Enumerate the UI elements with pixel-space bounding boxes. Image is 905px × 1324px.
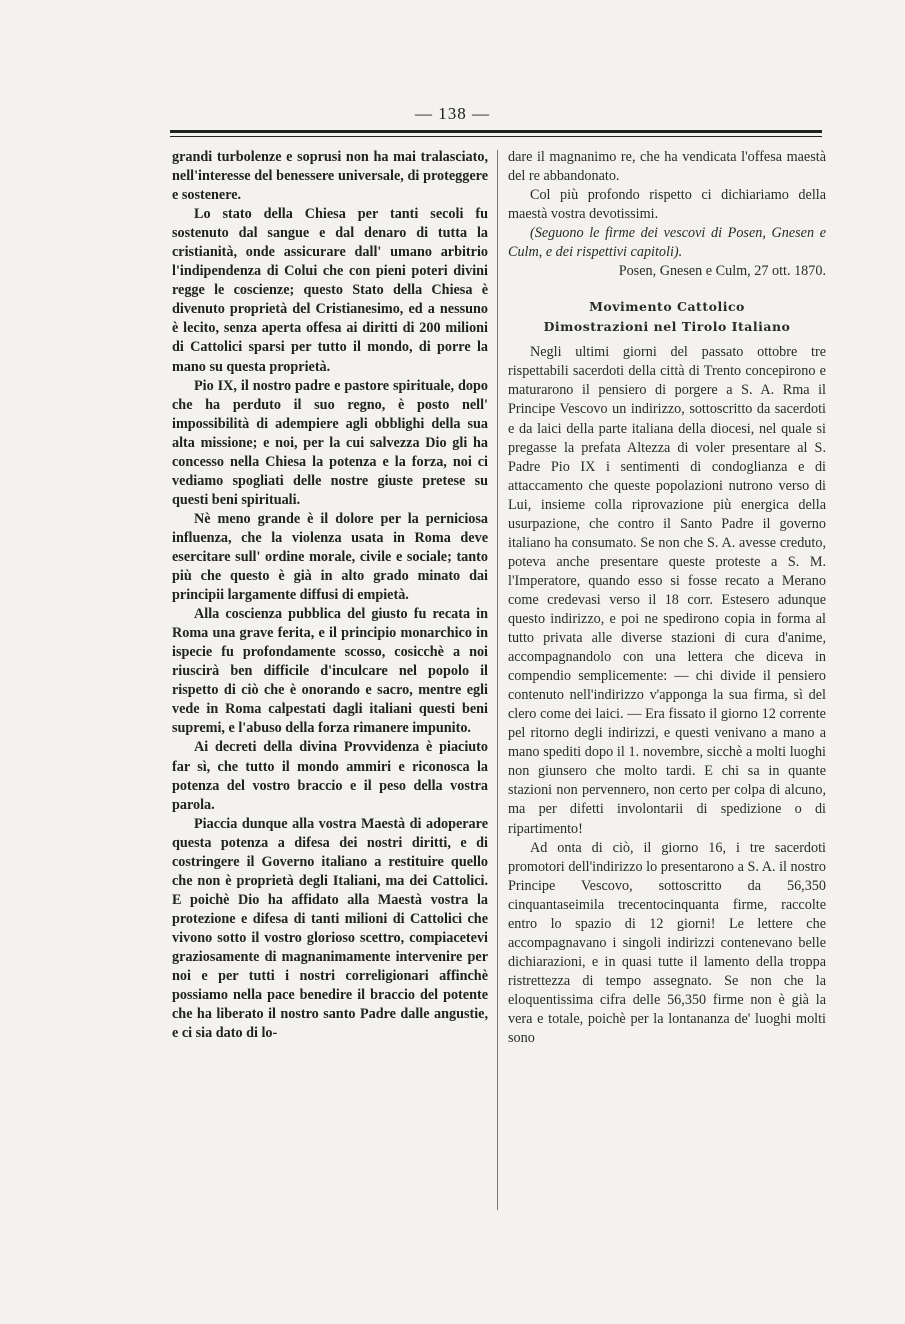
paragraph: Pio IX, il nostro padre e pastore spirituale, dopo che ha perduto il suo regno, è posto nell' impossibilità di adempiere agli obblighi della sua alta missione; e noi, per la cui salvezza Dio gli ha concesso nella Chiesa la potenza e la forza, noi ci vediamo spogliati delle nostre giuste pretese su questi beni spirituali. [172,377,488,508]
paragraph: Negli ultimi giorni del passato ottobre tre rispettabili sacerdoti della città di Trento concepirono e maturarono il pensiero di porgere a S. A. Rma il Principe Vescovo un indirizzo, sottoscritto da sacerdoti e da laici della parte italiana della diocesi, nel quale si pregasse la prefata Altezza di voler presentare al S. Padre Pio IX i sentimenti di condoglianza e di attaccamento che queste popolazioni nutrono verso di Lui, insieme colla riprovazione più energica della usurpazione, che contro il Santo Padre il governo italiano ha consumato. Se non che S. A. avesse creduto, poteva anche presentare queste proteste a S. M. l'Imperatore, quando esso si fosse recato a Merano come credevasi verso il 18 corr. Estesero adunque questo indirizzo, e poi ne spedirono copia in forma al tutto privata alle diverse stazioni di cura d'anime, accompagnandolo con una lettera che diceva in compendio semplicemente: — chi divide il pensiero contenuto nell'indirizzo v'apponga la sua firma, sì del clero come dei laici. — Era fissato il giorno 12 corrente pel ritorno degli indirizzi, e questi venivano a mano a mano spediti dopo il 1. novembre, sicchè a molti luoghi non giunsero che molto tardi. E chi sa in quante stazioni non pervennero, non certo per colpa di alcuno, ma per difetti involontarii di spedizione o di ripartimento! [508,344,826,837]
paragraph: Lo stato della Chiesa per tanti secoli fu sostenuto dal sangue e dal denaro di tutta la cristianità, onde assicurare dall' umano arbitrio l'indipendenza di Colui che con pieni poteri divini regge le coscienze; questo Stato della Chiesa è divenuto proprietà del Cristianesimo, ed a nessuno è lecito, senza aperta offesa ai diritti di 200 milioni di Cattolici sparsi per tutto il mondo, di porre la mano su questa proprietà. [172,206,488,375]
paragraph: Ai decreti della divina Provvidenza è piaciuto far sì, che tutto il mondo ammiri e riconosca la potenza del vostro braccio e il peso della vostra parola. [172,739,488,813]
header-rule [170,130,822,137]
paragraph: Col più profondo rispetto ci dichiariamo della maestà vostra devotissimi. [508,187,826,223]
paragraph: Ad onta di ciò, il giorno 16, i tre sacerdoti promotori dell'indirizzo lo presentarono a S. A. il nostro Principe Vescovo, sottoscritto da 56,350 cinquantaseimila trecentocinquanta firme, raccolte entro lo spazio di 12 giorni! Le lettere che accompagnavano i singoli indirizzi contenevano belle dichiarazioni, e in quasi tutte il lamento della troppa ristrettezza di tempo assegnato. Se non che la eloquentissima cifra delle 56,350 firme non è già la vera e totale, poichè per la lontananza de' luoghi molti sono [508,839,826,1047]
paragraph: grandi turbolenze e soprusi non ha mai tralasciato, nell'interesse del benessere universale, di proteggere e sostenere. [172,149,488,204]
dateline: Posen, Gnesen e Culm, 27 ott. 1870. [618,263,826,280]
left-column [172,148,488,1043]
signers-note: (Seguono le firme dei vescovi di Posen, Gnesen e Culm, e dei rispettivi capitoli). [508,225,826,261]
paragraph: dare il magnanimo re, che ha vendicata l'offesa maestà del re abbandonato. [508,149,826,185]
section-title-line: Movimento Cattolico [589,299,745,315]
paragraph: Alla coscienza pubblica del giusto fu recata in Roma una grave ferita, e il principio monarchico in ispecie fu profondamente scosso, cosicchè a noi riuscirà ben difficile d'inculcare nel popolo il rispetto di ciò che è onorando e sacro, mentre egli vede in Roma calpestati dagli italiani questi beni supremi, e l'abuso della forza rimanere impunito. [172,606,488,737]
right-column [508,148,826,1048]
paragraph: Nè meno grande è il dolore per la perniciosa influenza, che la violenza usata in Roma deve esercitare sull' ordine morale, civile e sociale; tanto più che questo è già in alto grado minato dai principii largamente diffusi di empietà. [172,510,488,604]
section-title [508,297,826,337]
paragraph: Piaccia dunque alla vostra Maestà di adoperare questa potenza a difesa dei nostri diritti, e di costringere il Governo italiano a restituire quello che non è proprietà degli Italiani, ma dei Cattolici. E poichè Dio ha affidato alla Maestà vostra la protezione e difesa di tanti milioni di Cattolici che vivono sotto il vostro glorioso scettro, compiacetevi graziosamente di magnanimamente intervenire per noi e per tutti i nostri correligionari affinchè possiamo nella pace benedire il braccio del potente che ha liberato il nostro santo Padre dalle angustie, e ci sia dato di lo- [172,815,488,1042]
page-number: — 138 — [415,104,490,123]
column-divider [497,150,498,1210]
section-title-line: Dimostrazioni nel Tirolo Italiano [543,319,791,335]
